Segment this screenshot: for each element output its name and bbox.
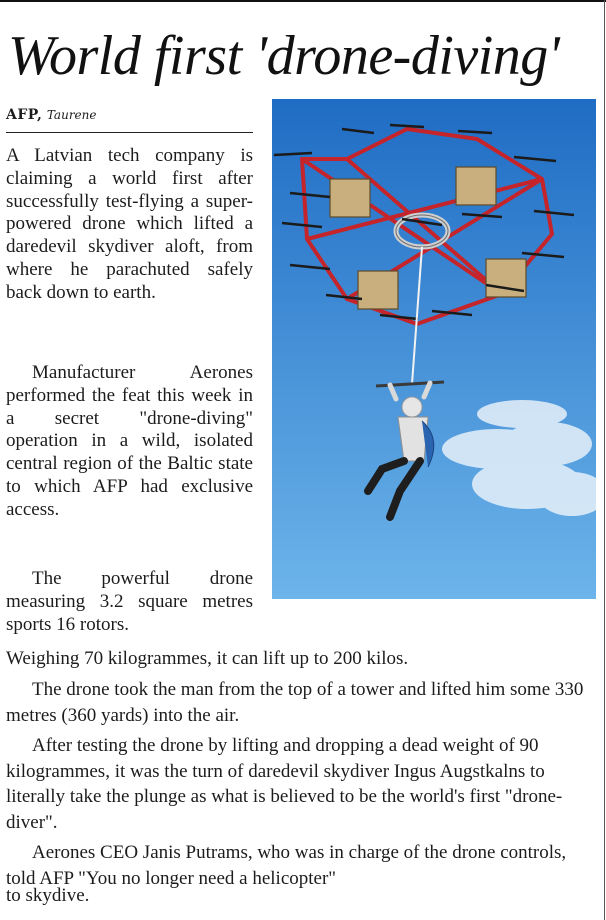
byline xyxy=(6,104,253,133)
headline: World first 'drone-diving' xyxy=(8,25,560,87)
paragraph-3-continued: Weighing 70 kilogrammes, it can lift up to 200 kilos. xyxy=(6,648,409,669)
paragraph-3: The powerful drone measuring 3.2 square metres sports 16 rotors. xyxy=(6,568,253,635)
column-rule xyxy=(604,0,605,920)
paragraph-6-continued: to skydive. xyxy=(6,885,90,906)
paragraph-2: Manufacturer Aerones performed the feat this week in a secret "drone-diving" operation in a wild, isolated central region of the Baltic state to which AFP had exclusive access. xyxy=(6,362,253,520)
paragraph-6: Aerones CEO Janis Putrams, who was in charge of the drone controls, told AFP "You no longer need a helicopter" xyxy=(6,842,567,889)
drone-photo xyxy=(272,99,596,599)
sky-background xyxy=(272,99,596,599)
top-rule xyxy=(0,0,606,2)
paragraph-5: After testing the drone by lifting and dropping a dead weight of 90 kilogrammes, it was the turn of daredevil skydiver Ingus Augstkalns to literally take the plunge as what is believed to be the world's first "drone-diver". xyxy=(6,735,563,833)
paragraph-1: A Latvian tech company is claiming a world first after successfully test-flying a super-powered drone which lifted a daredevil skydiver aloft, from where he parachuted safely back down to earth. xyxy=(6,145,253,303)
byline-location: Taurene xyxy=(46,108,97,122)
byline-source: AFP, xyxy=(6,107,43,123)
paragraph-4: The drone took the man from the top of a tower and lifted him some 330 metres (360 yards) into the air. xyxy=(6,679,584,726)
